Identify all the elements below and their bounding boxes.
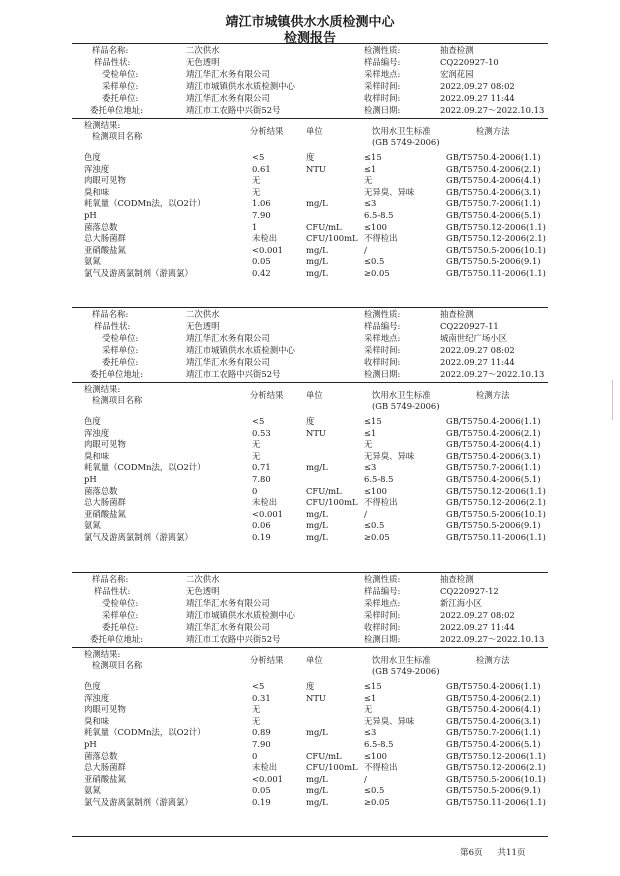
item-method: GB/T5750.4-2006(1.1)	[446, 152, 541, 162]
item-name: 肉眼可见物	[84, 175, 126, 186]
item-method: GB/T5750.12-2006(2.1)	[446, 497, 546, 508]
item-standard: ≤3	[364, 198, 377, 209]
info-value: 2022.09.27 11:44	[440, 622, 515, 632]
item-name: 臭和味	[84, 186, 110, 197]
info-value: 新江海小区	[440, 598, 482, 608]
info-label: 受检单位:	[102, 69, 139, 79]
item-result: 0.05	[252, 256, 271, 267]
item-result: 0.05	[252, 785, 271, 796]
item-unit: CFU/mL	[306, 485, 342, 496]
item-method: GB/T5750.4-2006(2.1)	[446, 692, 541, 703]
item-unit: mg/L	[306, 198, 328, 209]
info-value: CQ220927-11	[440, 321, 499, 331]
item-result: 0.06	[252, 520, 271, 531]
info-label: 采样时间:	[364, 610, 401, 620]
info-value: 2022.09.27～2022.10.13	[440, 634, 545, 644]
item-method: GB/T5750.7-2006(1.1)	[446, 198, 541, 209]
item-standard: 不得检出	[364, 762, 398, 773]
item-method: GB/T5750.11-2006(1.1)	[446, 532, 546, 542]
info-value: 2022.09.27 08:02	[440, 610, 515, 620]
results-heading: 检测结果:	[84, 649, 121, 659]
item-name: 色度	[84, 681, 101, 691]
info-value: 靖江华汇水务有限公司	[186, 357, 270, 367]
item-method: GB/T5750.12-2006(2.1)	[446, 233, 546, 244]
info-label: 采样单位:	[102, 345, 139, 355]
item-method: GB/T5750.12-2006(1.1)	[446, 485, 546, 496]
item-standard: ≤100	[364, 485, 388, 496]
item-standard: 无异臭、异味	[364, 186, 415, 197]
item-name: 浑浊度	[84, 163, 110, 174]
item-unit: CFU/100mL	[306, 497, 358, 508]
info-label: 委托单位:	[102, 622, 139, 632]
item-name: pH	[84, 474, 97, 484]
item-result: 0.71	[252, 462, 271, 473]
info-label: 采样单位:	[102, 610, 139, 620]
info-label: 委托单位地址:	[90, 105, 144, 115]
item-name: 色度	[84, 152, 101, 162]
section-divider	[72, 307, 548, 308]
item-standard: ≤100	[364, 750, 388, 761]
info-label: 样品名称:	[92, 574, 129, 584]
item-name: 肉眼可见物	[84, 439, 126, 450]
info-label: 检测日期:	[364, 634, 401, 644]
info-value: 无色透明	[186, 586, 220, 596]
bottom-divider	[72, 836, 548, 837]
info-label: 采样地点:	[364, 598, 401, 608]
item-name: 总大肠菌群	[84, 762, 126, 773]
item-result: 未检出	[252, 497, 278, 508]
item-unit: mg/L	[306, 520, 328, 531]
item-result: 无	[252, 439, 261, 450]
column-header-result: 分析结果	[250, 655, 284, 665]
item-unit: NTU	[306, 692, 326, 703]
item-method: GB/T5750.4-2006(5.1)	[446, 474, 541, 484]
item-name: 色度	[84, 416, 101, 426]
info-value: 靖江华汇水务有限公司	[186, 622, 270, 632]
item-result: 7.90	[252, 210, 271, 220]
column-header-standard: 饮用水卫生标准	[372, 390, 431, 400]
item-name: pH	[84, 739, 97, 749]
item-standard: ≤3	[364, 727, 377, 738]
item-method: GB/T5750.7-2006(1.1)	[446, 462, 541, 473]
item-standard: /	[364, 244, 367, 255]
info-value: 二次供水	[186, 574, 220, 584]
item-method: GB/T5750.11-2006(1.1)	[446, 268, 546, 278]
item-method: GB/T5750.11-2006(1.1)	[446, 797, 546, 807]
info-value: 2022.09.27 11:44	[440, 357, 515, 367]
info-label: 检测性质:	[364, 45, 401, 55]
item-standard: 6.5-8.5	[364, 474, 394, 484]
item-result: 0.42	[252, 268, 271, 278]
item-standard: ≤0.5	[364, 520, 385, 531]
column-header-standard: 饮用水卫生标准	[372, 126, 431, 136]
column-header-standard-code: (GB 5749-2006)	[372, 137, 440, 147]
item-name: 耗氧量（CODMn法，以O2计）	[84, 198, 206, 209]
item-result: 1.06	[252, 198, 271, 209]
item-name: 亚硝酸盐氮	[84, 244, 126, 255]
page-number: 第6页	[460, 848, 483, 858]
info-label: 样品性状:	[94, 586, 131, 596]
info-label: 样品名称:	[92, 45, 129, 55]
column-header-unit: 单位	[306, 390, 323, 400]
info-value: 城南世纪广场小区	[440, 333, 507, 343]
item-unit: 度	[306, 681, 315, 691]
item-method: GB/T5750.12-2006(1.1)	[446, 750, 546, 761]
item-unit: NTU	[306, 427, 326, 438]
item-method: GB/T5750.4-2006(1.1)	[446, 416, 541, 426]
item-method: GB/T5750.4-2006(3.1)	[446, 715, 541, 726]
info-value: 靖江华汇水务有限公司	[186, 93, 270, 103]
item-standard: ≥0.05	[364, 268, 390, 278]
column-header-result: 分析结果	[250, 126, 284, 136]
item-name: 耗氧量（CODMn法，以O2计）	[84, 462, 206, 473]
column-header-item: 检测项目名称	[92, 660, 143, 670]
item-result: <0.001	[252, 773, 283, 784]
item-standard: 不得检出	[364, 497, 398, 508]
column-header-method: 检测方法	[476, 390, 510, 400]
item-result: 0.61	[252, 163, 271, 174]
item-unit: mg/L	[306, 532, 328, 542]
item-result: 未检出	[252, 762, 278, 773]
info-value: 2022.09.27 11:44	[440, 93, 515, 103]
item-result: 1	[252, 221, 258, 232]
column-header-method: 检测方法	[476, 126, 510, 136]
info-label: 检测日期:	[364, 105, 401, 115]
item-method: GB/T5750.12-2006(1.1)	[446, 221, 546, 232]
item-result: 0.53	[252, 427, 271, 438]
item-name: 浑浊度	[84, 427, 110, 438]
item-result: 7.80	[252, 474, 271, 484]
page-footer	[460, 846, 538, 858]
item-unit: mg/L	[306, 785, 328, 796]
info-value: 2022.09.27 08:02	[440, 345, 515, 355]
item-method: GB/T5750.4-2006(2.1)	[446, 427, 541, 438]
info-value: 无色透明	[186, 321, 220, 331]
item-unit: 度	[306, 152, 315, 162]
column-header-result: 分析结果	[250, 390, 284, 400]
info-value: 靖江市城镇供水水质检测中心	[186, 81, 295, 91]
item-unit: mg/L	[306, 268, 328, 278]
info-value: 无色透明	[186, 57, 220, 67]
item-result: 无	[252, 175, 261, 186]
item-result: 未检出	[252, 233, 278, 244]
item-unit: mg/L	[306, 462, 328, 473]
info-value: 宏润花园	[440, 69, 474, 79]
item-standard: ≥0.05	[364, 797, 390, 807]
info-label: 检测日期:	[364, 369, 401, 379]
item-name: 氯气及游离氯制剂（游离氯）	[84, 268, 193, 278]
item-method: GB/T5750.4-2006(3.1)	[446, 186, 541, 197]
section-divider	[72, 572, 548, 573]
column-header-standard: 饮用水卫生标准	[372, 655, 431, 665]
item-name: 肉眼可见物	[84, 704, 126, 715]
info-value: 2022.09.27～2022.10.13	[440, 369, 545, 379]
info-label: 委托单位:	[102, 357, 139, 367]
item-result: 无	[252, 715, 261, 726]
item-result: 0	[252, 750, 258, 761]
info-value: 靖江市城镇供水水质检测中心	[186, 610, 295, 620]
item-standard: 无	[364, 439, 373, 450]
item-standard: ≤15	[364, 681, 382, 691]
item-standard: ≤15	[364, 416, 382, 426]
info-label: 样品性状:	[94, 321, 131, 331]
item-result: 无	[252, 704, 261, 715]
item-unit: NTU	[306, 163, 326, 174]
item-result: <0.001	[252, 244, 283, 255]
item-standard: ≤100	[364, 221, 388, 232]
info-label: 样品编号:	[364, 586, 401, 596]
results-divider	[72, 647, 548, 648]
item-method: GB/T5750.4-2006(5.1)	[446, 739, 541, 749]
info-value: 抽查检测	[440, 309, 474, 319]
info-label: 受检单位:	[102, 598, 139, 608]
item-name: 氨氮	[84, 520, 101, 531]
info-value: 靖江市工农路中兴街52号	[186, 105, 281, 115]
item-name: 菌落总数	[84, 750, 118, 761]
info-value: 靖江市工农路中兴街52号	[186, 634, 281, 644]
info-label: 委托单位地址:	[90, 369, 144, 379]
item-method: GB/T5750.4-2006(1.1)	[446, 681, 541, 691]
item-unit: mg/L	[306, 797, 328, 807]
item-result: 0.19	[252, 797, 271, 807]
info-value: 靖江市城镇供水水质检测中心	[186, 345, 295, 355]
item-method: GB/T5750.5-2006(10.1)	[446, 244, 546, 255]
info-value: 靖江华汇水务有限公司	[186, 69, 270, 79]
info-value: CQ220927-10	[440, 57, 499, 67]
item-unit: mg/L	[306, 773, 328, 784]
item-standard: ≤1	[364, 692, 377, 703]
info-value: 靖江华汇水务有限公司	[186, 333, 270, 343]
info-label: 委托单位:	[102, 93, 139, 103]
item-unit: mg/L	[306, 256, 328, 267]
item-method: GB/T5750.5-2006(10.1)	[446, 773, 546, 784]
column-header-method: 检测方法	[476, 655, 510, 665]
item-name: 氯气及游离氯制剂（游离氯）	[84, 532, 193, 542]
item-method: GB/T5750.5-2006(10.1)	[446, 508, 546, 519]
item-method: GB/T5750.5-2006(9.1)	[446, 256, 541, 267]
item-result: 无	[252, 450, 261, 461]
item-unit: CFU/mL	[306, 750, 342, 761]
item-method: GB/T5750.5-2006(9.1)	[446, 785, 541, 796]
item-standard: 无	[364, 175, 373, 186]
info-label: 委托单位地址:	[90, 634, 144, 644]
item-result: 无	[252, 186, 261, 197]
info-value: 二次供水	[186, 309, 220, 319]
info-label: 采样单位:	[102, 81, 139, 91]
info-label: 收样时间:	[364, 93, 401, 103]
item-name: pH	[84, 210, 97, 220]
column-header-unit: 单位	[306, 126, 323, 136]
item-standard: 无异臭、异味	[364, 450, 415, 461]
item-unit: CFU/100mL	[306, 762, 358, 773]
item-method: GB/T5750.4-2006(4.1)	[446, 704, 541, 715]
item-standard: ≤3	[364, 462, 377, 473]
item-result: 7.90	[252, 739, 271, 749]
item-standard: /	[364, 773, 367, 784]
item-standard: 无异臭、异味	[364, 715, 415, 726]
item-standard: 6.5-8.5	[364, 210, 394, 220]
item-unit: CFU/mL	[306, 221, 342, 232]
item-method: GB/T5750.4-2006(4.1)	[446, 439, 541, 450]
info-label: 采样地点:	[364, 69, 401, 79]
info-value: CQ220927-12	[440, 586, 499, 596]
item-result: 0.89	[252, 727, 271, 738]
info-value: 靖江市工农路中兴街52号	[186, 369, 281, 379]
item-method: GB/T5750.7-2006(1.1)	[446, 727, 541, 738]
item-standard: 不得检出	[364, 233, 398, 244]
item-name: 臭和味	[84, 715, 110, 726]
info-label: 采样地点:	[364, 333, 401, 343]
item-unit: mg/L	[306, 727, 328, 738]
seal-edge	[612, 380, 620, 420]
info-label: 检测性质:	[364, 309, 401, 319]
item-name: 浑浊度	[84, 692, 110, 703]
item-name: 耗氧量（CODMn法，以O2计）	[84, 727, 206, 738]
info-label: 样品编号:	[364, 57, 401, 67]
column-header-item: 检测项目名称	[92, 395, 143, 405]
item-method: GB/T5750.5-2006(9.1)	[446, 520, 541, 531]
results-divider	[72, 382, 548, 383]
results-heading: 检测结果:	[84, 384, 121, 394]
column-header-unit: 单位	[306, 655, 323, 665]
info-label: 收样时间:	[364, 622, 401, 632]
info-label: 样品性状:	[94, 57, 131, 67]
item-method: GB/T5750.4-2006(3.1)	[446, 450, 541, 461]
info-value: 2022.09.27～2022.10.13	[440, 105, 545, 115]
item-method: GB/T5750.4-2006(5.1)	[446, 210, 541, 220]
info-label: 采样时间:	[364, 345, 401, 355]
info-label: 样品编号:	[364, 321, 401, 331]
item-standard: ≤15	[364, 152, 382, 162]
info-value: 抽查检测	[440, 574, 474, 584]
column-header-item: 检测项目名称	[92, 131, 143, 141]
item-result: <5	[252, 416, 265, 426]
item-unit: 度	[306, 416, 315, 426]
page-total: 共11页	[497, 848, 526, 858]
item-name: 菌落总数	[84, 485, 118, 496]
item-result: 0	[252, 485, 258, 496]
info-label: 采样时间:	[364, 81, 401, 91]
item-unit: CFU/100mL	[306, 233, 358, 244]
results-heading: 检测结果:	[84, 120, 121, 130]
item-unit: mg/L	[306, 244, 328, 255]
item-standard: /	[364, 508, 367, 519]
item-result: 0.31	[252, 692, 271, 703]
item-standard: ≥0.05	[364, 532, 390, 542]
item-name: 菌落总数	[84, 221, 118, 232]
item-name: 亚硝酸盐氮	[84, 773, 126, 784]
item-standard: 无	[364, 704, 373, 715]
item-result: <5	[252, 152, 265, 162]
item-name: 氨氮	[84, 785, 101, 796]
item-standard: ≤1	[364, 427, 377, 438]
item-result: <0.001	[252, 508, 283, 519]
info-value: 抽查检测	[440, 45, 474, 55]
column-header-standard-code: (GB 5749-2006)	[372, 401, 440, 411]
item-name: 氯气及游离氯制剂（游离氯）	[84, 797, 193, 807]
info-label: 检测性质:	[364, 574, 401, 584]
report-title: 检测报告	[283, 31, 336, 46]
item-result: <5	[252, 681, 265, 691]
item-name: 亚硝酸盐氮	[84, 508, 126, 519]
item-standard: 6.5-8.5	[364, 739, 394, 749]
results-divider	[72, 118, 548, 119]
item-standard: ≤0.5	[364, 785, 385, 796]
item-result: 0.19	[252, 532, 271, 542]
item-standard: ≤1	[364, 163, 377, 174]
item-standard: ≤0.5	[364, 256, 385, 267]
org-title: 靖江市城镇供水水质检测中心	[225, 15, 395, 30]
item-name: 臭和味	[84, 450, 110, 461]
item-method: GB/T5750.12-2006(2.1)	[446, 762, 546, 773]
info-label: 样品名称:	[92, 309, 129, 319]
info-value: 靖江华汇水务有限公司	[186, 598, 270, 608]
item-unit: mg/L	[306, 508, 328, 519]
column-header-standard-code: (GB 5749-2006)	[372, 666, 440, 676]
item-name: 总大肠菌群	[84, 233, 126, 244]
info-label: 受检单位:	[102, 333, 139, 343]
item-method: GB/T5750.4-2006(2.1)	[446, 163, 541, 174]
item-name: 总大肠菌群	[84, 497, 126, 508]
info-value: 二次供水	[186, 45, 220, 55]
item-name: 氨氮	[84, 256, 101, 267]
info-label: 收样时间:	[364, 357, 401, 367]
info-value: 2022.09.27 08:02	[440, 81, 515, 91]
item-method: GB/T5750.4-2006(4.1)	[446, 175, 541, 186]
section-divider	[72, 43, 548, 44]
